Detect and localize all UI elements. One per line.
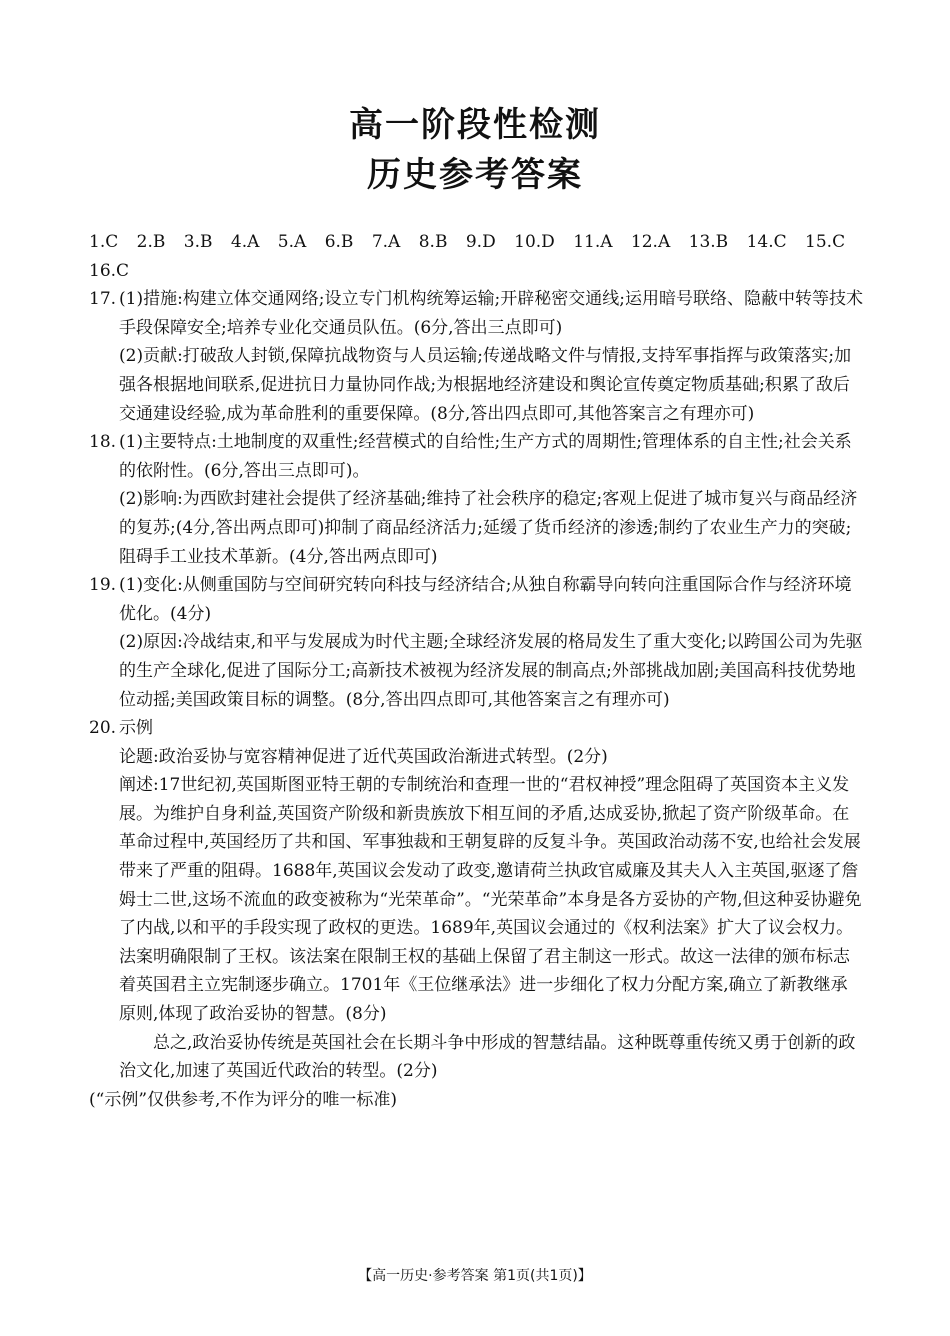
multiple-choice-answers [89, 228, 864, 285]
question-18 [89, 428, 864, 571]
question-number: 17. [89, 289, 117, 310]
choice-answer: 16.C [89, 260, 130, 281]
choice-answer: 9.D [465, 232, 496, 252]
choice-answer: 11.A [573, 232, 613, 252]
choice-answer: 10.D [514, 232, 555, 252]
answer-part-2: (2)影响:为西欧封建社会提供了经济基础;维持了社会秩序的稳定;客观上促进了城市复兴与商品经济的复苏;(4分,答出两点即可)抑制了商品经济活力;延缓了货币经济的渗透;制约了农业生产力的突破;阻碍手工业技术革新。(4分,答出两点即可) [119, 489, 858, 567]
question-19 [89, 571, 864, 714]
document-subtitle: 历史参考答案 [367, 155, 583, 195]
question-number: 20. [89, 718, 117, 739]
question-number: 19. [89, 575, 117, 596]
example-label: 示例 [119, 718, 153, 739]
answer-content [89, 228, 864, 1114]
essay-argument: 阐述:17世纪初,英国斯图亚特王朝的专制统治和查理一世的“君权神授”理念阻碍了英国资本主义发展。为维护自身利益,英国资产阶级和新贵族放下相互间的矛盾,达成妥协,掀起了资产阶级革命。在革命过程中,英国经历了共和国、军事独裁和王朝复辟的反复斗争。英国政治动荡不安,也给社会发展带来了严重的阻碍。1688年,英国议会发动了政变,邀请荷兰执政官威廉及其夫人入主英国,驱逐了詹姆士二世,这场不流血的政变被称为“光荣革命”。“光荣革命”本身是各方妥协的产物,但这种妥协避免了内战,以和平的手段实现了政权的更迭。1689年,英国议会通过的《权利法案》扩大了议会权力。法案明确限制了王权。该法案在限制王权的基础上保留了君主制这一形式。故这一法律的颁布标志着英国君主立宪制逐步确立。1701年《王位继承法》进一步细化了权力分配方案,确立了新教继承原则,体现了政治妥协的智慧。(8分) [119, 775, 862, 1025]
question-17 [89, 285, 864, 428]
choice-answer: 14.C [746, 232, 787, 252]
answer-part-2: (2)原因:冷战结束,和平与发展成为时代主题;全球经济发展的格局发生了重大变化;以跨国公司为先驱的生产全球化,促进了国际分工;高新技术被视为经济发展的制高点;外部挑战加剧;美国高科技优势地位动摇;美国政策目标的调整。(8分,答出四点即可,其他答案言之有理亦可) [119, 632, 863, 710]
question-number: 18. [89, 432, 117, 453]
page-footer: 【高一历史·参考答案 第1页(共1页)】 [358, 1268, 592, 1284]
answer-part-1: (1)措施:构建立体交通网络;设立专门机构统筹运输;开辟秘密交通线;运用暗号联络、隐蔽中转等技术手段保障安全;培养专业化交通员队伍。(6分,答出三点即可) [119, 289, 863, 338]
choice-answer: 4.A [230, 232, 260, 252]
exam-title: 高一阶段性检测 [349, 105, 601, 145]
choice-answer: 12.A [630, 232, 671, 252]
choice-answer: 3.B [183, 232, 213, 252]
choice-answer: 15.C [805, 232, 846, 252]
choice-answer: 5.A [277, 232, 307, 252]
answer-part-2: (2)贡献:打破敌人封锁,保障抗战物资与人员运输;传递战略文件与情报,支持军事指挥与政策落实;加强各根据地间联系,促进抗日力量协同作战;为根据地经济建设和舆论宣传奠定物质基础;积累了敌后交通建设经验,成为革命胜利的重要保障。(8分,答出四点即可,其他答案言之有理亦可) [119, 346, 852, 424]
essay-conclusion: 总之,政治妥协传统是英国社会在长期斗争中形成的智慧结晶。这种既尊重传统又勇于创新的政治文化,加速了英国近代政治的转型。(2分) [119, 1032, 856, 1082]
choice-answer: 1.C [89, 232, 119, 252]
answer-part-1: (1)主要特点:土地制度的双重性;经营模式的自给性;生产方式的周期性;管理体系的自主性;社会关系的依附性。(6分,答出三点即可)。 [119, 432, 852, 481]
choice-answer: 7.A [371, 232, 401, 252]
scoring-note: (“示例”仅供参考,不作为评分的唯一标准) [89, 1089, 398, 1110]
choice-answer: 13.B [688, 232, 729, 252]
choice-answer: 6.B [324, 232, 354, 252]
answer-part-1: (1)变化:从侧重国防与空间研究转向科技与经济结合;从独自称霸导向转向注重国际合作与经济环境优化。(4分) [119, 575, 852, 624]
essay-thesis: 论题:政治妥协与宽容精神促进了近代英国政治渐进式转型。(2分) [119, 746, 608, 767]
choice-answer: 8.B [418, 232, 448, 252]
choice-answer: 2.B [136, 232, 166, 252]
question-20 [89, 714, 864, 1114]
